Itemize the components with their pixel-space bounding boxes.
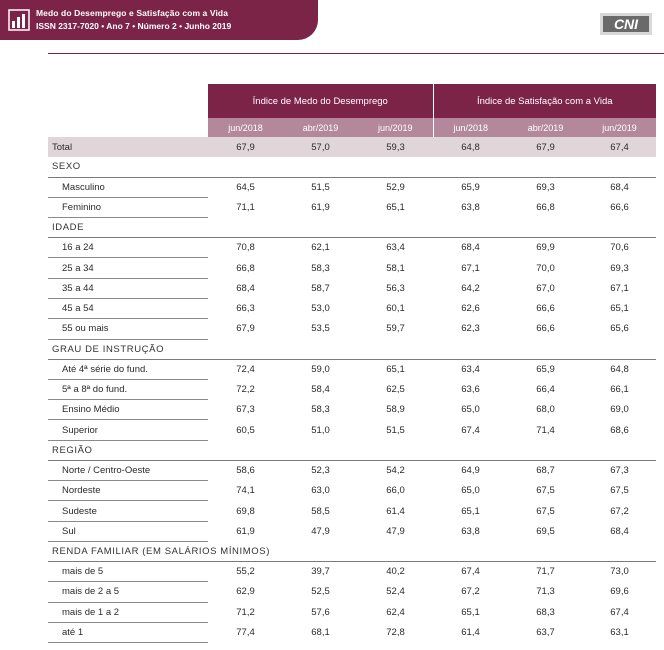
row-label: 35 a 44	[48, 278, 208, 298]
cell: 58,3	[311, 262, 330, 274]
cell: 73,0	[610, 566, 629, 578]
cell: 58,4	[311, 384, 330, 396]
cell: 65,1	[461, 606, 480, 618]
cell: 66,6	[610, 201, 629, 213]
table-body	[48, 137, 656, 643]
cell: 67,2	[610, 505, 629, 517]
row-label: Até 4ª série do fund.	[48, 359, 208, 379]
table-row	[48, 379, 656, 399]
cell: 63,8	[461, 201, 480, 213]
cell: 64,5	[236, 181, 255, 193]
cell: 72,8	[386, 626, 405, 638]
cell: 67,0	[536, 282, 555, 294]
cell: 62,1	[311, 242, 330, 254]
row-label: Nordeste	[48, 481, 208, 501]
cni-logo	[600, 13, 652, 35]
cell: 64,2	[461, 282, 480, 294]
table-row	[48, 258, 656, 278]
cell: 66,8	[536, 201, 555, 213]
cell: 52,5	[311, 586, 330, 598]
row-label: Masculino	[48, 177, 208, 197]
cell: 72,4	[236, 363, 255, 375]
cell: 47,9	[311, 525, 330, 537]
col-header: jun/2018	[208, 118, 283, 137]
cell: 67,9	[508, 137, 583, 157]
header-band	[0, 0, 318, 40]
cell: 68,4	[610, 525, 629, 537]
cell: 71,3	[536, 586, 555, 598]
table-row	[48, 400, 656, 420]
cell: 66,0	[386, 485, 405, 497]
cell: 61,9	[236, 525, 255, 537]
section-title: GRAU DE INSTRUÇÃO	[48, 339, 656, 359]
bar-chart-icon	[8, 9, 30, 31]
table-row	[48, 481, 656, 501]
cell: 67,5	[536, 485, 555, 497]
table-row	[48, 582, 656, 602]
cell: 62,3	[461, 323, 480, 335]
cell: 68,4	[610, 181, 629, 193]
cell: 68,7	[536, 465, 555, 477]
cell: 71,2	[236, 606, 255, 618]
cell: 61,4	[386, 505, 405, 517]
cell: 57,0	[283, 137, 358, 157]
row-label: mais de 1 a 2	[48, 602, 208, 622]
cell: 67,2	[461, 586, 480, 598]
cell: 65,1	[386, 201, 405, 213]
table-row	[48, 420, 656, 440]
cell: 52,4	[386, 586, 405, 598]
cell: 61,9	[311, 201, 330, 213]
cell: 69,5	[536, 525, 555, 537]
cell: 67,1	[461, 262, 480, 274]
row-label: 55 ou mais	[48, 319, 208, 339]
cell: 70,8	[236, 242, 255, 254]
cell: 66,6	[536, 323, 555, 335]
cell: 63,4	[461, 363, 480, 375]
cell: 66,1	[610, 384, 629, 396]
table-row	[48, 501, 656, 521]
cell: 54,2	[386, 465, 405, 477]
table-row	[48, 238, 656, 258]
cell: 56,3	[386, 282, 405, 294]
cell: 71,7	[536, 566, 555, 578]
cell: 58,5	[311, 505, 330, 517]
cell: 67,4	[610, 606, 629, 618]
cell: 68,6	[610, 424, 629, 436]
row-label: mais de 2 a 5	[48, 582, 208, 602]
cell: 53,0	[311, 303, 330, 315]
cell: 72,2	[236, 384, 255, 396]
row-label: Norte / Centro-Oeste	[48, 460, 208, 480]
total-row	[48, 137, 656, 157]
cell: 65,9	[461, 181, 480, 193]
cell: 70,0	[536, 262, 555, 274]
cell: 69,9	[536, 242, 555, 254]
col-header: jun/2018	[433, 118, 508, 137]
cell: 62,5	[386, 384, 405, 396]
cell: 68,4	[236, 282, 255, 294]
cell: 63,8	[461, 525, 480, 537]
cell: 52,3	[311, 465, 330, 477]
section-row	[48, 157, 656, 177]
cell: 71,4	[536, 424, 555, 436]
cell: 74,1	[236, 485, 255, 497]
cell: 65,1	[610, 303, 629, 315]
table-row	[48, 521, 656, 541]
cell: 47,9	[386, 525, 405, 537]
cell: 58,1	[386, 262, 405, 274]
cell: 65,6	[610, 323, 629, 335]
row-label: 45 a 54	[48, 298, 208, 318]
row-label: Sudeste	[48, 501, 208, 521]
cell: 67,5	[536, 505, 555, 517]
cell: 67,4	[461, 424, 480, 436]
cell: 64,8	[433, 137, 508, 157]
cell: 67,9	[236, 323, 255, 335]
row-label: até 1	[48, 622, 208, 642]
cell: 62,9	[236, 586, 255, 598]
cell: 63,0	[311, 485, 330, 497]
cell: 65,0	[461, 485, 480, 497]
table-row	[48, 278, 656, 298]
section-title: REGIÃO	[48, 440, 656, 460]
cell: 39,7	[311, 566, 330, 578]
table-row	[48, 561, 656, 581]
cell: 58,7	[311, 282, 330, 294]
cell: 65,1	[461, 505, 480, 517]
cell: 65,0	[461, 404, 480, 416]
cell: 67,9	[208, 137, 283, 157]
cell: 63,6	[461, 384, 480, 396]
row-label: Superior	[48, 420, 208, 440]
cell: 62,4	[386, 606, 405, 618]
cell: 59,7	[386, 323, 405, 335]
section-row	[48, 541, 656, 561]
cell: 67,3	[236, 404, 255, 416]
table-row	[48, 177, 656, 197]
cell: 62,6	[461, 303, 480, 315]
group-header-satisfacao: Índice de Satisfação com a Vida	[433, 84, 656, 118]
publication-issue: ISSN 2317-7020 • Ano 7 • Número 2 • Junho 2019	[36, 21, 232, 31]
row-label: 16 a 24	[48, 238, 208, 258]
col-header: jun/2019	[583, 118, 656, 137]
cell: 77,4	[236, 626, 255, 638]
cell: 70,6	[610, 242, 629, 254]
cell: 63,1	[610, 626, 629, 638]
header-divider	[48, 53, 664, 54]
col-header: abr/2019	[283, 118, 358, 137]
cell: 68,4	[461, 242, 480, 254]
cell: 67,4	[583, 137, 656, 157]
cell: 66,4	[536, 384, 555, 396]
cell: 69,8	[236, 505, 255, 517]
cell: 64,8	[610, 363, 629, 375]
publication-title: Medo do Desemprego e Satisfação com a Vida	[36, 8, 229, 18]
cell: 69,6	[610, 586, 629, 598]
table-row	[48, 197, 656, 217]
cell: 55,2	[236, 566, 255, 578]
table-row	[48, 359, 656, 379]
cell: 69,0	[610, 404, 629, 416]
cell: 69,3	[536, 181, 555, 193]
cell: 65,9	[536, 363, 555, 375]
cell: 58,3	[311, 404, 330, 416]
cell: 51,0	[311, 424, 330, 436]
table-row	[48, 602, 656, 622]
cell: 59,0	[311, 363, 330, 375]
section-row	[48, 339, 656, 359]
table-row	[48, 298, 656, 318]
cell: 66,8	[236, 262, 255, 274]
section-row	[48, 440, 656, 460]
page-header	[0, 0, 664, 44]
row-label: mais de 5	[48, 561, 208, 581]
cell: 68,1	[311, 626, 330, 638]
cell: 51,5	[311, 181, 330, 193]
cell: 59,3	[358, 137, 433, 157]
table-row	[48, 622, 656, 642]
row-label: Sul	[48, 521, 208, 541]
cell: 53,5	[311, 323, 330, 335]
section-title: SEXO	[48, 157, 656, 177]
cell: 51,5	[386, 424, 405, 436]
cell: 66,6	[536, 303, 555, 315]
col-header: jun/2019	[358, 118, 433, 137]
col-header: abr/2019	[508, 118, 583, 137]
cell: 68,3	[536, 606, 555, 618]
cell: 67,3	[610, 465, 629, 477]
cell: 63,7	[536, 626, 555, 638]
cell: 61,4	[461, 626, 480, 638]
cell: 67,4	[461, 566, 480, 578]
cell: 65,1	[386, 363, 405, 375]
row-label: 5ª a 8ª do fund.	[48, 379, 208, 399]
cell: 67,5	[610, 485, 629, 497]
cell: 68,0	[536, 404, 555, 416]
table-row	[48, 460, 656, 480]
cell: 58,9	[386, 404, 405, 416]
cell: 69,3	[610, 262, 629, 274]
cell: 71,1	[236, 201, 255, 213]
row-label: Ensino Médio	[48, 400, 208, 420]
cell: 63,4	[386, 242, 405, 254]
section-title: RENDA FAMILIAR (EM SALÁRIOS MÍNIMOS)	[48, 541, 656, 561]
data-table	[48, 84, 656, 643]
row-label: Total	[48, 137, 208, 157]
cell: 40,2	[386, 566, 405, 578]
group-header-medo: Índice de Medo do Desemprego	[208, 84, 433, 118]
cell: 67,1	[610, 282, 629, 294]
section-row	[48, 218, 656, 238]
cell: 57,6	[311, 606, 330, 618]
cell: 66,3	[236, 303, 255, 315]
row-label: Feminino	[48, 197, 208, 217]
table-row	[48, 319, 656, 339]
cell: 58,6	[236, 465, 255, 477]
cell: 60,1	[386, 303, 405, 315]
cell: 52,9	[386, 181, 405, 193]
cni-logo-text: CNI	[613, 16, 639, 32]
row-label: 25 a 34	[48, 258, 208, 278]
cell: 64,9	[461, 465, 480, 477]
section-title: IDADE	[48, 218, 656, 238]
cell: 60,5	[236, 424, 255, 436]
